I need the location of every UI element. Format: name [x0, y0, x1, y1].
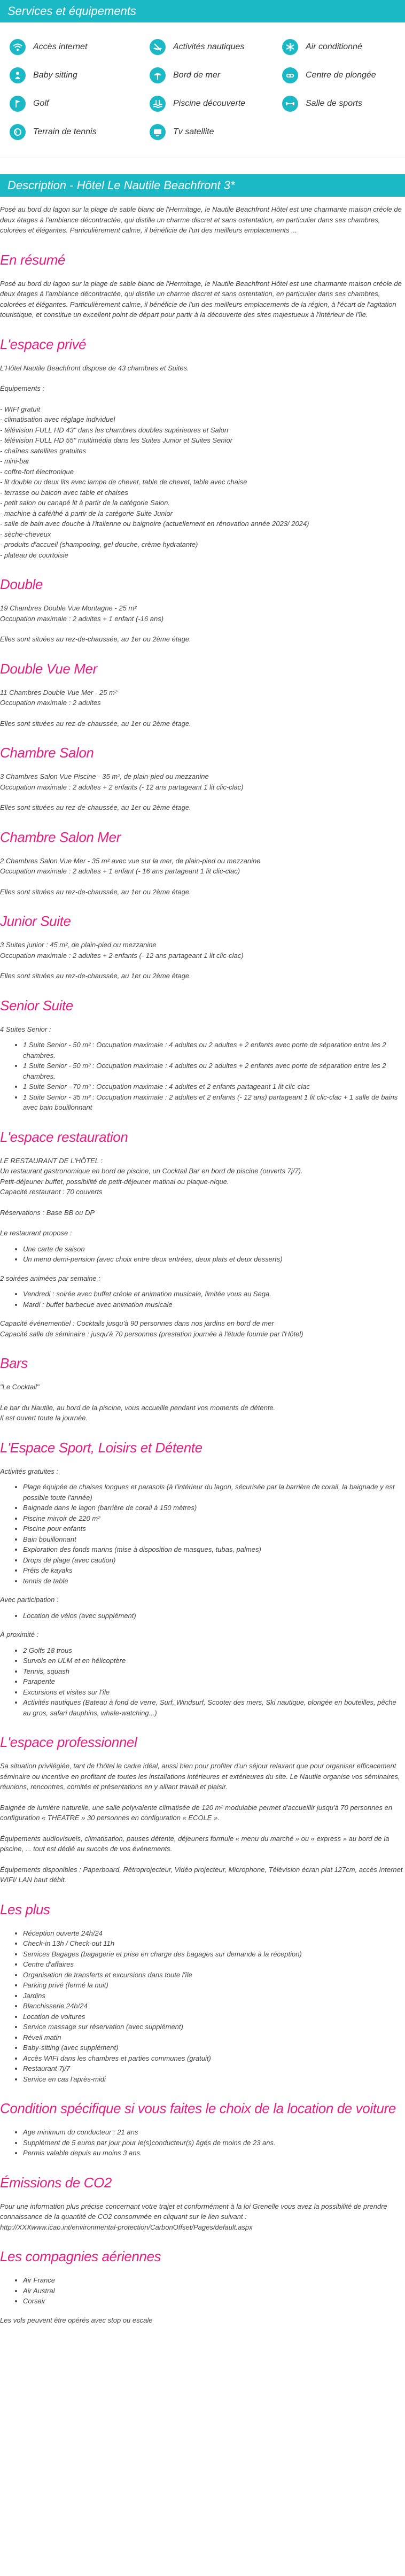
services-title: Services et équipements — [7, 4, 136, 18]
list-item: • 1 Suite Senior - 50 m² : Occupation maximale : 4 adultes ou 2 adultes + 2 enfants avec porte de séparation entre les 2 chambres. — [23, 1040, 405, 1061]
list-item: • Check-in 13h / Check-out 11h — [23, 1938, 405, 1949]
list-item: • Plage équipée de chaises longues et parasols (à l'intérieur du lagon, sécurisée par la barrière de corail, la baignade y est possible toute l'année) — [23, 1482, 405, 1503]
list-item: • Excursions et visites sur l'île — [23, 1687, 405, 1698]
list-item: • Service en cas l'après-midi — [23, 2074, 405, 2085]
room-line: 3 Suites junior : 45 m², de plain-pied ou mezzanine — [0, 941, 157, 949]
list-item: • Bain bouillonnant — [23, 1534, 405, 1545]
list-item: • Jardins — [23, 1991, 405, 2001]
list-item: • Organisation de transferts et excursions dans toute l'île — [23, 1970, 405, 1981]
list-item: • Location de vélos (avec supplément) — [23, 1611, 405, 1621]
list-item: • Un menu demi-pension (avec choix entre deux entrées, deux plats et deux desserts) — [23, 1254, 405, 1265]
description-title: Description - Hôtel Le Nautile Beachfront 3* — [7, 179, 235, 192]
sport-proxi-list — [0, 1645, 405, 1719]
section-title-plus: Les plus — [0, 1901, 50, 1917]
equipement-item: - petit salon ou canapé lit à partir de la catégorie Salon. — [0, 499, 170, 507]
room-note: Elles sont situées au rez-de-chaussée, au 1er ou 2ème étage. — [0, 635, 191, 643]
amenity-plongee — [282, 66, 405, 85]
pro-text: Sa situation privilégiée, tant de l'hôtel le cadre idéal, aussi bien pour profiter d'un séjour relaxant que pour organiser efficacement séminaire ou incentive en profitant de toutes les installations intérieures et extérieures du site. Le Nautile organise vos séminaires, réunions, rencontres, comités et présentations en y alliant travail et plaisir. — [0, 1762, 400, 1791]
equipement-item: - plateau de courtoisie — [0, 551, 68, 559]
equipement-item: - sèche-cheveux — [0, 530, 51, 538]
list-item: • Permis valable depuis au moins 3 ans. — [23, 2148, 405, 2159]
list-item: • Corsair — [23, 2296, 405, 2307]
section-title-co2: Émissions de CO2 — [0, 2174, 112, 2191]
tennis-icon — [10, 124, 26, 140]
sport-label: Activités gratuites : — [0, 1467, 59, 1475]
room-line: 11 Chambres Double Vue Mer - 25 m² — [0, 688, 118, 697]
list-item: • Survols en ULM et en hélicoptère — [23, 1656, 405, 1666]
description-content — [0, 197, 405, 2341]
pro-text: Équipements disponibles : Paperboard, Rétroprojecteur, Vidéo projecteur, Microphone, Télévision écran plat 127cm, accès Internet WIFI/ LAN haut débit. — [0, 1865, 403, 1884]
senior-label: 4 Suites Senior : — [0, 1025, 51, 1033]
room-note: Elles sont situées au rez-de-chaussée, au 1er ou 2ème étage. — [0, 803, 191, 811]
amenity-label: Air conditionné — [306, 42, 362, 51]
amenity-tennis — [10, 122, 150, 142]
sport-payant-list — [0, 1611, 405, 1621]
services-header — [0, 0, 405, 22]
wifi-icon — [10, 39, 26, 55]
equipement-item: - coffre-fort électronique — [0, 467, 74, 476]
intro-text: Posé au bord du lagon sur la plage de sable blanc de l'Hermitage, le Nautile Beachfront Hôtel est une charmante maison créole de deux étages à l'ambiance décontractée, qui distille un charme discret et sans ostentation, en particulier dans ses chambres, colorées et élégantes. Particulièrement calme, il bénéficie de l'un des meilleurs emplacements ... — [0, 205, 402, 234]
room-line: 2 Chambres Salon Vue Mer - 35 m² avec vue sur la mer, de plain-pied ou mezzanine — [0, 856, 261, 865]
beach-umbrella-icon — [150, 67, 166, 83]
section-title-pro: L'espace professionnel — [0, 1734, 137, 1750]
amenity-mer — [150, 66, 282, 85]
amenity-internet — [10, 37, 150, 57]
amenity-clim — [282, 37, 405, 57]
amenity-label: Centre de plongée — [306, 71, 376, 80]
plus-list — [0, 1928, 405, 2085]
room-line: Occupation maximale : 2 adultes + 2 enfants (- 12 ans partageant 1 lit clic-clac) — [0, 783, 244, 791]
amenities-grid — [0, 22, 405, 144]
list-item: • Restaurant 7j/7 — [23, 2063, 405, 2074]
section-title-bars: Bars — [0, 1355, 28, 1371]
section-title-salon-mer: Chambre Salon Mer — [0, 829, 121, 845]
list-item: • Parapente — [23, 1676, 405, 1687]
room-line: Occupation maximale : 2 adultes + 2 enfants (- 12 ans partageant 1 lit clic-clac) — [0, 951, 244, 960]
amenity-baby — [10, 66, 150, 85]
equipement-item: - chaînes satellites gratuites — [0, 446, 87, 455]
pro-text: Baignée de lumière naturelle, une salle polyvalente climatisée de 120 m² modulable permet d'accueillir jusqu'à 70 personnes en configuration « THEATRE » 30 personnes en configuration « ECOLE ». — [0, 1803, 393, 1822]
resto-line: Un restaurant gastronomique en bord de piscine, un Cocktail Bar en bord de piscine (ouverts 7j/7). — [0, 1167, 303, 1175]
section-title-condition: Condition spécifique si vous faites le choix de la location de voiture — [0, 2100, 396, 2116]
dumbbell-icon — [282, 96, 298, 112]
room-line: 3 Chambres Salon Vue Piscine - 35 m², de plain-pied ou mezzanine — [0, 772, 209, 780]
list-item: • Piscine mirroir de 220 m² — [23, 1513, 405, 1524]
resto-propose-list — [0, 1244, 405, 1265]
equipement-item: - produits d'accueil (shampooing, gel douche, crème hydratante) — [0, 540, 198, 548]
equipement-item: - salle de bain avec douche à l'italienne ou baignoire (actuellement en rénovation année 2023/ 2024) — [0, 520, 309, 528]
resto-line: Réservations : Base BB ou DP — [0, 1208, 95, 1217]
room-line: 19 Chambres Double Vue Montagne - 25 m² — [0, 604, 137, 612]
list-item: • tennis de table — [23, 1576, 405, 1587]
list-item: • Réception ouverte 24h/24 — [23, 1928, 405, 1939]
description-header — [0, 174, 405, 197]
equipement-item: - télévision FULL HD 55" multimédia dans les Suites Junior et Suites Senior — [0, 436, 233, 444]
espace-prive-line: L'Hôtel Nautile Beachfront dispose de 43 chambres et Suites. — [0, 363, 189, 372]
equipement-item: - terrasse ou balcon avec table et chaises — [0, 488, 128, 497]
co2-link[interactable]: http://XXXwww.icao.int/environmental-protection/CarbonOffset/Pages/default.aspx — [0, 2223, 253, 2231]
amenity-label: Bord de mer — [173, 71, 221, 80]
amenity-golf — [10, 94, 150, 113]
section-title-senior: Senior Suite — [0, 997, 73, 1014]
resto-propose-label: Le restaurant propose : — [0, 1229, 72, 1237]
amenity-label: Activités nautiques — [173, 42, 245, 51]
equipement-item: - télévision FULL HD 43" dans les chambres doubles supérieures et Salon — [0, 426, 229, 434]
pro-text: Équipements audiovisuels, climatisation, pauses détente, déjeuners formule « menu du marché » ou « express » au bord de la piscine, ... tout est dédié au succès de vos événements. — [0, 1834, 390, 1853]
list-item: • Une carte de saison — [23, 1244, 405, 1255]
room-line: Occupation maximale : 2 adultes + 1 enfant (-16 ans) — [0, 614, 164, 623]
sport-gratuites-list — [0, 1482, 405, 1586]
list-item: • Vendredi : soirée avec buffet créole et animation musicale, limitée vous au Sega. — [23, 1289, 405, 1299]
list-item: • Supplément de 5 euros par jour pour le(s)conducteur(s) âgés de moins de 23 ans. — [23, 2138, 405, 2148]
section-title-restauration: L'espace restauration — [0, 1128, 128, 1145]
section-title-resume: En résumé — [0, 251, 66, 268]
list-item: • Air France — [23, 2275, 405, 2286]
list-item: • Blanchisserie 24h/24 — [23, 2001, 405, 2012]
list-item: • Piscine pour enfants — [23, 1523, 405, 1534]
room-note: Elles sont situées au rez-de-chaussée, au 1er ou 2ème étage. — [0, 719, 191, 728]
room-note: Elles sont situées au rez-de-chaussée, au 1er ou 2ème étage. — [0, 887, 191, 896]
resto-line: LE RESTAURANT DE L'HÔTEL : — [0, 1156, 103, 1165]
list-item: • 2 Golfs 18 trous — [23, 1645, 405, 1656]
equipement-item: - machine à café/thé à partir de la catégorie Suite Junior — [0, 509, 173, 517]
list-item: • Parking privé (fermé la nuit) — [23, 1980, 405, 1991]
bars-line: "Le Cocktail" — [0, 1383, 40, 1391]
list-item: • Réveil matin — [23, 2032, 405, 2043]
resume-text: Posé au bord du lagon sur la plage de sable blanc de l'Hermitage, le Nautile Beachfront Hôtel est une charmante maison créole de deux étages à l'ambiance décontractée, qui distille un charme discret et sans ostentation, en particulier dans ses chambres, colorées et élégantes. Particulièrement calme, il bénéficie de l'un des meilleurs emplacements de la région, à l'écart de l'agitation touristique, et constitue un excellent point de départ pour partir à la découverte des sites majestueux à l'intérieur de l'île. — [0, 279, 402, 319]
list-item: • Tennis, squash — [23, 1666, 405, 1677]
golf-icon — [10, 96, 26, 112]
bars-line: Il est ouvert toute la journée. — [0, 1414, 88, 1422]
list-item: • Activités nautiques (Bateau à fond de verre, Surf, Windsurf, Scooter des mers, Ski nautique, plongée en bouteilles, pêche au gros, safari dauphins, whale-watching...) — [23, 1697, 405, 1718]
bars-line: Le bar du Nautile, au bord de la piscine, vous accueille pendant vos moments de détente. — [0, 1403, 276, 1412]
equipement-item: - climatisation avec réglage individuel — [0, 415, 115, 423]
section-title-junior: Junior Suite — [0, 913, 71, 929]
amenity-tv — [150, 122, 282, 142]
list-item: • Baby-sitting (avec supplément) — [23, 2043, 405, 2053]
tv-icon — [150, 124, 166, 140]
list-item: • Centre d'affaires — [23, 1959, 405, 1970]
amenity-nautique — [150, 37, 282, 57]
list-item: • Baignade dans le lagon (barrière de corail à 150 mètres) — [23, 1503, 405, 1513]
amenity-label: Salle de sports — [306, 99, 362, 108]
section-title-espace-prive: L'espace privé — [0, 336, 87, 352]
amenity-sport — [282, 94, 405, 113]
co2-text: Pour une information plus précise concernant votre trajet et conformément à la loi Grenelle vous avez la possibilité de prendre connaissance de la quantité de CO2 consommée en cliquant sur le lien suivant : — [0, 2202, 387, 2221]
list-item: • Prêts de kayaks — [23, 1565, 405, 1576]
amenity-label: Accès internet — [33, 42, 88, 51]
sport-label: À proximité : — [0, 1630, 39, 1638]
list-item: • 1 Suite Senior - 50 m² : Occupation maximale : 4 adultes ou 2 adultes + 2 enfants avec porte de séparation entre les 2 chambres. — [23, 1061, 405, 1081]
sport-label: Avec participation : — [0, 1596, 59, 1604]
senior-list — [0, 1040, 405, 1113]
amenity-piscine — [150, 94, 282, 113]
equipement-item: - mini-bar — [0, 457, 29, 465]
diving-icon — [282, 67, 298, 83]
list-item: • Location de voitures — [23, 2012, 405, 2022]
kayak-icon — [150, 39, 166, 55]
resto-line: Capacité restaurant : 70 couverts — [0, 1188, 103, 1196]
section-title-sport: L'Espace Sport, Loisirs et Détente — [0, 1439, 203, 1456]
list-item: • Accès WIFI dans les chambres et parties communes (gratuit) — [23, 2053, 405, 2064]
room-note: Elles sont situées au rez-de-chaussée, au 1er ou 2ème étage. — [0, 972, 191, 980]
amenity-label: Baby sitting — [33, 71, 77, 80]
amenity-label: Piscine découverte — [173, 99, 246, 108]
compagnies-note: Les vols peuvent être opérés avec stop ou escale — [0, 2316, 153, 2324]
list-item: • Age minimum du conducteur : 21 ans — [23, 2127, 405, 2138]
room-line: Occupation maximale : 2 adultes + 1 enfant (- 16 ans partageant 1 lit clic-clac) — [0, 867, 240, 875]
resto-line: Capacité salle de séminaire : jusqu'à 70 personnes (prestation journée à l'étude fournie par l'Hôtel) — [0, 1329, 303, 1338]
room-line: Occupation maximale : 2 adultes — [0, 699, 101, 707]
list-item: • Service massage sur réservation (avec supplément) — [23, 2022, 405, 2032]
list-item: • Exploration des fonds marins (mise à disposition de masques, tubas, palmes) — [23, 1544, 405, 1555]
pool-icon — [150, 96, 166, 112]
resto-line: Petit-déjeuner buffet, possibilité de petit-déjeuner matinal ou plaque-nique. — [0, 1177, 229, 1186]
condition-list — [0, 2127, 405, 2159]
section-title-compagnies: Les compagnies aériennes — [0, 2248, 161, 2264]
list-item: • 1 Suite Senior - 70 m² : Occupation maximale : 4 adultes et 2 enfants partageant 1 lit clic-clac — [23, 1081, 405, 1092]
amenity-label: Terrain de tennis — [33, 127, 97, 136]
list-item: • Air Austral — [23, 2286, 405, 2296]
section-title-double-mer: Double Vue Mer — [0, 660, 97, 677]
resto-soirees-label: 2 soirées animées par semaine : — [0, 1274, 100, 1282]
section-title-salon: Chambre Salon — [0, 745, 94, 761]
equipements-label: Équipements : — [0, 384, 45, 392]
amenity-label: Golf — [33, 99, 49, 108]
list-item: • Drops de plage (avec caution) — [23, 1555, 405, 1566]
compagnies-list — [0, 2275, 405, 2307]
baby-icon — [10, 67, 26, 83]
list-item: • Services Bagages (bagagerie et prise en charge des bagages sur demande à la réception) — [23, 1949, 405, 1960]
section-title-double: Double — [0, 576, 43, 592]
equipement-item: - lit double ou deux lits avec lampe de chevet, table de chevet, table avec chaise — [0, 478, 247, 486]
amenity-label: Tv satellite — [173, 127, 214, 136]
resto-line: Capacité événementiel : Cocktails jusqu'à 90 personnes dans nos jardins en bord de mer — [0, 1319, 274, 1327]
snowflake-icon — [282, 39, 298, 55]
list-item: • Mardi : buffet barbecue avec animation musicale — [23, 1299, 405, 1310]
list-item: • 1 Suite Senior - 35 m² : Occupation maximale : 2 adultes et 2 enfants (- 12 ans) partageant 1 lit clic-clac + 1 salle de bains avec bain bouillonnant — [23, 1092, 405, 1113]
equipement-item: - WIFI gratuit — [0, 405, 41, 413]
resto-soirees-list — [0, 1289, 405, 1310]
